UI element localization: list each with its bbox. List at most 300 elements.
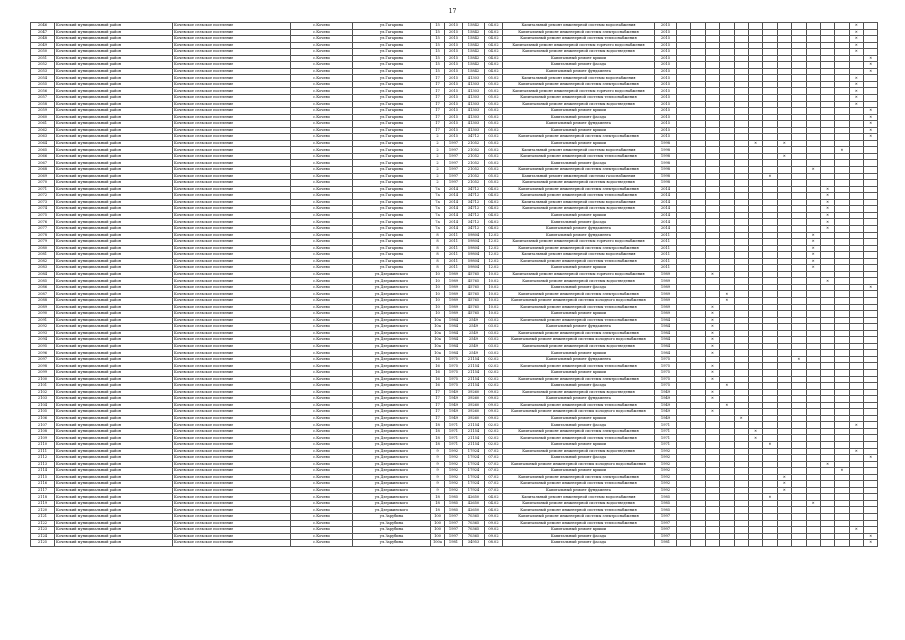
row-number: 2089 bbox=[31, 304, 55, 311]
locality-cell: с.Кочево bbox=[291, 422, 353, 429]
row-number: 2059 bbox=[31, 108, 55, 115]
settlement-cell: Кочевское сельское поселение bbox=[173, 140, 291, 147]
locality-cell: с.Кочево bbox=[291, 180, 353, 187]
year-cell: 2015 bbox=[445, 49, 463, 56]
year-cell: 2011 bbox=[445, 245, 463, 252]
date-cell: 09.02 bbox=[485, 409, 503, 416]
work-type-cell: Капитальный ремонт фасада bbox=[503, 219, 655, 226]
plan-year-cell: 2015 bbox=[655, 68, 677, 75]
cost-cell: 21154 bbox=[463, 369, 485, 376]
district-cell: Кочевский муниципальный район bbox=[55, 356, 173, 363]
locality-cell: с.Кочево bbox=[291, 62, 353, 69]
row-number: 2083 bbox=[31, 265, 55, 272]
date-cell: 10.02 bbox=[485, 304, 503, 311]
plan-year-cell: 1949 bbox=[655, 402, 677, 409]
work-type-cell: Капитальный ремонт крыши bbox=[503, 468, 655, 475]
plan-year-cell: 2015 bbox=[655, 42, 677, 49]
house-cell: 16 bbox=[431, 383, 445, 390]
cost-cell: 15842 bbox=[463, 23, 485, 30]
date-cell: 07.02 bbox=[485, 487, 503, 494]
locality-cell: с.Кочево bbox=[291, 402, 353, 409]
locality-cell: с.Кочево bbox=[291, 494, 353, 501]
date-cell: 04.02 bbox=[485, 199, 503, 206]
settlement-cell: Кочевское сельское поселение bbox=[173, 350, 291, 357]
year-cell: 2015 bbox=[445, 23, 463, 30]
locality-cell: с.Кочево bbox=[291, 389, 353, 396]
work-type-cell: Капитальный ремонт фасада bbox=[503, 160, 655, 167]
settlement-cell: Кочевское сельское поселение bbox=[173, 376, 291, 383]
district-cell: Кочевский муниципальный район bbox=[55, 206, 173, 213]
locality-cell: с.Кочево bbox=[291, 383, 353, 390]
settlement-cell: Кочевское сельское поселение bbox=[173, 127, 291, 134]
work-type-cell: Капитальный ремонт фундамента bbox=[503, 232, 655, 239]
year-cell: 1992 bbox=[445, 474, 463, 481]
year-cell: 2014 bbox=[445, 206, 463, 213]
year-cell: 1992 bbox=[445, 461, 463, 468]
mark-cell-x: ✕ bbox=[849, 36, 863, 43]
cost-cell: 41303 bbox=[463, 121, 485, 128]
district-cell: Кочевский муниципальный район bbox=[55, 317, 173, 324]
year-cell: 1992 bbox=[445, 448, 463, 455]
house-cell: 17 bbox=[431, 88, 445, 95]
settlement-cell: Кочевское сельское поселение bbox=[173, 173, 291, 180]
locality-cell: с.Кочево bbox=[291, 29, 353, 36]
street-cell: ул.Дзержинского bbox=[353, 402, 431, 409]
cost-cell: 39260 bbox=[463, 396, 485, 403]
district-cell: Кочевский муниципальный район bbox=[55, 127, 173, 134]
district-cell: Кочевский муниципальный район bbox=[55, 29, 173, 36]
settlement-cell: Кочевское сельское поселение bbox=[173, 62, 291, 69]
district-cell: Кочевский муниципальный район bbox=[55, 468, 173, 475]
street-cell: ул.Гагарина bbox=[353, 160, 431, 167]
settlement-cell: Кочевское сельское поселение bbox=[173, 36, 291, 43]
mark-cell-x: ✕ bbox=[705, 304, 719, 311]
plan-year-cell: 2014 bbox=[655, 199, 677, 206]
year-cell: 2015 bbox=[445, 62, 463, 69]
plan-year-cell: 1985 bbox=[655, 494, 677, 501]
house-cell: 2 bbox=[431, 167, 445, 174]
year-cell: 2014 bbox=[445, 186, 463, 193]
row-number: 2122 bbox=[31, 520, 55, 527]
row-number: 2087 bbox=[31, 291, 55, 298]
date-cell: 04.02 bbox=[485, 68, 503, 75]
year-cell: 2015 bbox=[445, 81, 463, 88]
street-cell: ул.Гагарина bbox=[353, 225, 431, 232]
settlement-cell: Кочевское сельское поселение bbox=[173, 81, 291, 88]
plan-year-cell: 1984 bbox=[655, 337, 677, 344]
street-cell: ул.Дзержинского bbox=[353, 422, 431, 429]
work-type-cell: Капитальный ремонт крыши bbox=[503, 127, 655, 134]
house-cell: 15 bbox=[431, 36, 445, 43]
settlement-cell: Кочевское сельское поселение bbox=[173, 474, 291, 481]
district-cell: Кочевский муниципальный район bbox=[55, 311, 173, 318]
locality-cell: с.Кочево bbox=[291, 121, 353, 128]
work-type-cell: Капитальный ремонт фундамента bbox=[503, 356, 655, 363]
mark-cell-x: ✕ bbox=[705, 337, 719, 344]
locality-cell: с.Кочево bbox=[291, 435, 353, 442]
plan-year-cell: 1989 bbox=[655, 311, 677, 318]
street-cell: ул.Гагарина bbox=[353, 49, 431, 56]
row-number: 2114 bbox=[31, 468, 55, 475]
plan-year-cell: 1985 bbox=[655, 507, 677, 514]
date-cell: 04.02 bbox=[485, 29, 503, 36]
house-cell: 10 bbox=[431, 271, 445, 278]
mark-cell-x: ✕ bbox=[748, 435, 762, 442]
plan-year-cell: 2015 bbox=[655, 127, 677, 134]
plan-year-cell: 1992 bbox=[655, 461, 677, 468]
settlement-cell: Кочевское сельское поселение bbox=[173, 324, 291, 331]
mark-cell-x: ✕ bbox=[720, 383, 734, 390]
cost-cell: 45765 bbox=[463, 271, 485, 278]
year-cell: 2014 bbox=[445, 193, 463, 200]
house-cell: 15 bbox=[431, 42, 445, 49]
settlement-cell: Кочевское сельское поселение bbox=[173, 500, 291, 507]
district-cell: Кочевский муниципальный район bbox=[55, 88, 173, 95]
year-cell: 1971 bbox=[445, 442, 463, 449]
mark-cell-x: ✕ bbox=[705, 324, 719, 331]
date-cell: 09.02 bbox=[485, 514, 503, 521]
work-type-cell: Капитальный ремонт фасада bbox=[503, 62, 655, 69]
date-cell: 10.02 bbox=[485, 278, 503, 285]
row-number: 2054 bbox=[31, 75, 55, 82]
mark-cell-x: ✕ bbox=[864, 284, 878, 291]
district-cell: Кочевский муниципальный район bbox=[55, 258, 173, 265]
mark-cell-empty bbox=[792, 540, 806, 547]
cost-cell: 21154 bbox=[463, 383, 485, 390]
mark-cell-x: ✕ bbox=[864, 62, 878, 69]
street-cell: ул.Дзержинского bbox=[353, 350, 431, 357]
work-type-cell: Капитальный ремонт фасада bbox=[503, 540, 655, 547]
settlement-cell: Кочевское сельское поселение bbox=[173, 167, 291, 174]
district-cell: Кочевский муниципальный район bbox=[55, 108, 173, 115]
locality-cell: с.Кочево bbox=[291, 75, 353, 82]
cost-cell: 21052 bbox=[463, 147, 485, 154]
cost-cell: 42650 bbox=[463, 507, 485, 514]
work-type-cell: Капитальный ремонт инженерной системы горячего водоснабжения bbox=[503, 271, 655, 278]
locality-cell: с.Кочево bbox=[291, 140, 353, 147]
mark-cell-x: ✕ bbox=[734, 415, 748, 422]
year-cell: 2015 bbox=[445, 75, 463, 82]
work-type-cell: Капитальный ремонт инженерной системы электроснабжения bbox=[503, 81, 655, 88]
settlement-cell: Кочевское сельское поселение bbox=[173, 448, 291, 455]
house-cell: 7а bbox=[431, 212, 445, 219]
year-cell: 2011 bbox=[445, 232, 463, 239]
district-cell: Кочевский муниципальный район bbox=[55, 533, 173, 540]
row-number: 2107 bbox=[31, 422, 55, 429]
date-cell: 03.02 bbox=[485, 337, 503, 344]
mark-cell-x: ✕ bbox=[720, 297, 734, 304]
locality-cell: с.Кочево bbox=[291, 520, 353, 527]
plan-year-cell: 1975 bbox=[655, 383, 677, 390]
house-cell: 9 bbox=[431, 474, 445, 481]
work-type-cell: Капитальный ремонт инженерной системы электроснабжения bbox=[503, 474, 655, 481]
year-cell: 2015 bbox=[445, 29, 463, 36]
date-cell: 03.02 bbox=[485, 330, 503, 337]
year-cell: 1997 bbox=[445, 514, 463, 521]
house-cell: 7а bbox=[431, 206, 445, 213]
date-cell: 04.02 bbox=[485, 42, 503, 49]
cost-cell: 39260 bbox=[463, 415, 485, 422]
row-number: 2049 bbox=[31, 42, 55, 49]
year-cell: 2015 bbox=[445, 121, 463, 128]
mark-cell-x: ✕ bbox=[864, 55, 878, 62]
work-type-cell: Капитальный ремонт крыши bbox=[503, 140, 655, 147]
street-cell: ул.Дзержинского bbox=[353, 487, 431, 494]
district-cell: Кочевский муниципальный район bbox=[55, 494, 173, 501]
settlement-cell: Кочевское сельское поселение bbox=[173, 75, 291, 82]
cost-cell: 59804 bbox=[463, 252, 485, 259]
district-cell: Кочевский муниципальный район bbox=[55, 147, 173, 154]
year-cell: 2011 bbox=[445, 258, 463, 265]
locality-cell: с.Кочево bbox=[291, 88, 353, 95]
cost-cell: 41303 bbox=[463, 114, 485, 121]
settlement-cell: Кочевское сельское поселение bbox=[173, 121, 291, 128]
house-cell: 17 bbox=[431, 75, 445, 82]
settlement-cell: Кочевское сельское поселение bbox=[173, 356, 291, 363]
settlement-cell: Кочевское сельское поселение bbox=[173, 55, 291, 62]
cost-cell: 34712 bbox=[463, 206, 485, 213]
row-number: 2070 bbox=[31, 180, 55, 187]
plan-year-cell: 1984 bbox=[655, 317, 677, 324]
date-cell: 04.02 bbox=[485, 225, 503, 232]
street-cell: ул.Дзержинского bbox=[353, 442, 431, 449]
house-cell: 18 bbox=[431, 507, 445, 514]
year-cell: 1975 bbox=[445, 383, 463, 390]
date-cell: 05.02 bbox=[485, 173, 503, 180]
plan-year-cell: 1992 bbox=[655, 455, 677, 462]
cost-cell: 70365 bbox=[463, 527, 485, 534]
settlement-cell: Кочевское сельское поселение bbox=[173, 297, 291, 304]
settlement-cell: Кочевское сельское поселение bbox=[173, 383, 291, 390]
work-type-cell: Капитальный ремонт фасада bbox=[503, 383, 655, 390]
settlement-cell: Кочевское сельское поселение bbox=[173, 88, 291, 95]
cost-cell: 59804 bbox=[463, 265, 485, 272]
cost-cell: 21154 bbox=[463, 435, 485, 442]
work-type-cell: Капитальный ремонт фундамента bbox=[503, 487, 655, 494]
house-cell: 2 bbox=[431, 153, 445, 160]
cost-cell: 21052 bbox=[463, 153, 485, 160]
row-number: 2121 bbox=[31, 514, 55, 521]
settlement-cell: Кочевское сельское поселение bbox=[173, 95, 291, 102]
street-cell: ул.Дзержинского bbox=[353, 448, 431, 455]
plan-year-cell: 1998 bbox=[655, 153, 677, 160]
house-cell: 8 bbox=[431, 232, 445, 239]
street-cell: ул.Дзержинского bbox=[353, 396, 431, 403]
district-cell: Кочевский муниципальный район bbox=[55, 252, 173, 259]
street-cell: ул.Гагарина bbox=[353, 23, 431, 30]
house-cell: 8 bbox=[431, 239, 445, 246]
plan-year-cell: 2015 bbox=[655, 95, 677, 102]
year-cell: 1997 bbox=[445, 167, 463, 174]
mark-cell-empty bbox=[691, 540, 705, 547]
work-type-cell: Капитальный ремонт крыши bbox=[503, 212, 655, 219]
mark-cell-x: ✕ bbox=[849, 81, 863, 88]
street-cell: ул.Гагарина bbox=[353, 108, 431, 115]
year-cell: 1985 bbox=[445, 500, 463, 507]
street-cell: ул.Дзержинского bbox=[353, 343, 431, 350]
settlement-cell: Кочевское сельское поселение bbox=[173, 455, 291, 462]
row-number: 2048 bbox=[31, 36, 55, 43]
house-cell: 17 bbox=[431, 389, 445, 396]
date-cell: 04.02 bbox=[485, 55, 503, 62]
mark-cell-x: ✕ bbox=[820, 212, 834, 219]
locality-cell: с.Кочево bbox=[291, 212, 353, 219]
district-cell: Кочевский муниципальный район bbox=[55, 422, 173, 429]
date-cell: 07.02 bbox=[485, 448, 503, 455]
locality-cell: с.Кочево bbox=[291, 206, 353, 213]
mark-cell-x: ✕ bbox=[820, 193, 834, 200]
cost-cell: 15842 bbox=[463, 42, 485, 49]
work-type-cell: Капитальный ремонт инженерной системы теплоснабжения bbox=[503, 193, 655, 200]
date-cell: 05.02 bbox=[485, 147, 503, 154]
district-cell: Кочевский муниципальный район bbox=[55, 330, 173, 337]
mark-cell-x: ✕ bbox=[820, 219, 834, 226]
plan-year-cell: 1984 bbox=[655, 343, 677, 350]
row-number: 2062 bbox=[31, 127, 55, 134]
settlement-cell: Кочевское сельское поселение bbox=[173, 225, 291, 232]
cost-cell: 34712 bbox=[463, 199, 485, 206]
street-cell: ул.Дзержинского bbox=[353, 415, 431, 422]
mark-cell-x: ✕ bbox=[705, 389, 719, 396]
date-cell: 05.02 bbox=[485, 140, 503, 147]
mark-cell-empty bbox=[849, 540, 863, 547]
district-cell: Кочевский муниципальный район bbox=[55, 376, 173, 383]
district-cell: Кочевский муниципальный район bbox=[55, 297, 173, 304]
mark-cell-x: ✕ bbox=[806, 265, 820, 272]
street-cell: ул.Гагарина bbox=[353, 252, 431, 259]
row-number: 2071 bbox=[31, 186, 55, 193]
district-cell: Кочевский муниципальный район bbox=[55, 81, 173, 88]
street-cell: ул.Дзержинского bbox=[353, 376, 431, 383]
cost-cell: 21052 bbox=[463, 180, 485, 187]
house-cell: 10 bbox=[431, 304, 445, 311]
locality-cell: с.Кочево bbox=[291, 36, 353, 43]
mark-cell-x: ✕ bbox=[705, 317, 719, 324]
settlement-cell: Кочевское сельское поселение bbox=[173, 363, 291, 370]
work-type-cell: Капитальный ремонт инженерной системы водоотведения bbox=[503, 101, 655, 108]
work-type-cell: Капитальный ремонт инженерной системы теплоснабжения bbox=[503, 402, 655, 409]
locality-cell: с.Кочево bbox=[291, 167, 353, 174]
district-cell: Кочевский муниципальный район bbox=[55, 68, 173, 75]
district-cell: Кочевский муниципальный район bbox=[55, 461, 173, 468]
row-number: 2119 bbox=[31, 500, 55, 507]
year-cell: 1989 bbox=[445, 304, 463, 311]
mark-cell-x: ✕ bbox=[820, 461, 834, 468]
work-type-cell: Капитальный ремонт инженерной системы теплоснабжения bbox=[503, 435, 655, 442]
plan-year-cell: 2011 bbox=[655, 258, 677, 265]
work-type-cell: Капитальный ремонт инженерной системы водоснабжения bbox=[503, 494, 655, 501]
row-number: 2069 bbox=[31, 173, 55, 180]
district-cell: Кочевский муниципальный район bbox=[55, 507, 173, 514]
work-type-cell: Капитальный ремонт инженерной системы водоснабжения bbox=[503, 199, 655, 206]
district-cell: Кочевский муниципальный район bbox=[55, 324, 173, 331]
cost-cell: 41303 bbox=[463, 127, 485, 134]
district-cell: Кочевский муниципальный район bbox=[55, 383, 173, 390]
street-cell: ул.Зарубина bbox=[353, 514, 431, 521]
district-cell: Кочевский муниципальный район bbox=[55, 540, 173, 547]
house-cell: 10а bbox=[431, 350, 445, 357]
settlement-cell: Кочевское сельское поселение bbox=[173, 212, 291, 219]
house-cell: 17 bbox=[431, 127, 445, 134]
year-cell: 1975 bbox=[445, 363, 463, 370]
locality-cell: с.Кочево bbox=[291, 199, 353, 206]
street-cell: ул.Гагарина bbox=[353, 68, 431, 75]
house-cell: 15 bbox=[431, 23, 445, 30]
settlement-cell: Кочевское сельское поселение bbox=[173, 108, 291, 115]
locality-cell: с.Кочево bbox=[291, 258, 353, 265]
district-cell: Кочевский муниципальный район bbox=[55, 245, 173, 252]
district-cell: Кочевский муниципальный район bbox=[55, 271, 173, 278]
district-cell: Кочевский муниципальный район bbox=[55, 101, 173, 108]
year-cell: 1949 bbox=[445, 389, 463, 396]
cost-cell: 41303 bbox=[463, 108, 485, 115]
date-cell: 02.02 bbox=[485, 442, 503, 449]
house-cell: 10 bbox=[431, 297, 445, 304]
row-number: 2086 bbox=[31, 284, 55, 291]
mark-cell-x: ✕ bbox=[864, 455, 878, 462]
settlement-cell: Кочевское сельское поселение bbox=[173, 114, 291, 121]
plan-year-cell: 1949 bbox=[655, 389, 677, 396]
house-cell: 17 bbox=[431, 415, 445, 422]
mark-cell-x: ✕ bbox=[864, 134, 878, 141]
date-cell: 12.02 bbox=[485, 232, 503, 239]
plan-year-cell: 1992 bbox=[655, 481, 677, 488]
mark-cell-empty bbox=[763, 540, 777, 547]
year-cell: 1984 bbox=[445, 330, 463, 337]
district-cell: Кочевский муниципальный район bbox=[55, 180, 173, 187]
locality-cell: с.Кочево bbox=[291, 330, 353, 337]
work-type-cell: Капитальный ремонт инженерной системы холодного водоснабжения bbox=[503, 297, 655, 304]
mark-cell-x: ✕ bbox=[763, 442, 777, 449]
cost-cell: 2549 bbox=[463, 350, 485, 357]
street-cell: ул.Гагарина bbox=[353, 81, 431, 88]
row-number: 2064 bbox=[31, 140, 55, 147]
cost-cell: 17924 bbox=[463, 481, 485, 488]
work-type-cell: Капитальный ремонт фасада bbox=[503, 114, 655, 121]
street-cell: ул.Дзержинского bbox=[353, 330, 431, 337]
date-cell: 03.02 bbox=[485, 350, 503, 357]
house-cell: 17 bbox=[431, 121, 445, 128]
settlement-cell: Кочевское сельское поселение bbox=[173, 481, 291, 488]
year-cell: 2015 bbox=[445, 101, 463, 108]
house-cell: 17 bbox=[431, 114, 445, 121]
settlement-cell: Кочевское сельское поселение bbox=[173, 291, 291, 298]
plan-year-cell: 2015 bbox=[655, 121, 677, 128]
cost-cell: 70365 bbox=[463, 520, 485, 527]
year-cell: 1997 bbox=[445, 527, 463, 534]
district-cell: Кочевский муниципальный район bbox=[55, 343, 173, 350]
mark-cell-x: ✕ bbox=[849, 88, 863, 95]
plan-year-cell: 1989 bbox=[655, 304, 677, 311]
house-cell: 18 bbox=[431, 428, 445, 435]
street-cell: ул.Гагарина bbox=[353, 95, 431, 102]
row-number: 2090 bbox=[31, 311, 55, 318]
row-number: 2063 bbox=[31, 134, 55, 141]
street-cell: ул.Дзержинского bbox=[353, 383, 431, 390]
street-cell: ул.Дзержинского bbox=[353, 337, 431, 344]
plan-year-cell: 1998 bbox=[655, 173, 677, 180]
house-cell: 100а bbox=[431, 540, 445, 547]
year-cell: 1997 bbox=[445, 160, 463, 167]
settlement-cell: Кочевское сельское поселение bbox=[173, 514, 291, 521]
mark-cell-x: ✕ bbox=[864, 533, 878, 540]
district-cell: Кочевский муниципальный район bbox=[55, 291, 173, 298]
cost-cell: 59804 bbox=[463, 239, 485, 246]
plan-year-cell: 2015 bbox=[655, 49, 677, 56]
work-type-cell: Капитальный ремонт инженерной системы электроснабжения bbox=[503, 167, 655, 174]
house-cell: 17 bbox=[431, 409, 445, 416]
locality-cell: с.Кочево bbox=[291, 409, 353, 416]
